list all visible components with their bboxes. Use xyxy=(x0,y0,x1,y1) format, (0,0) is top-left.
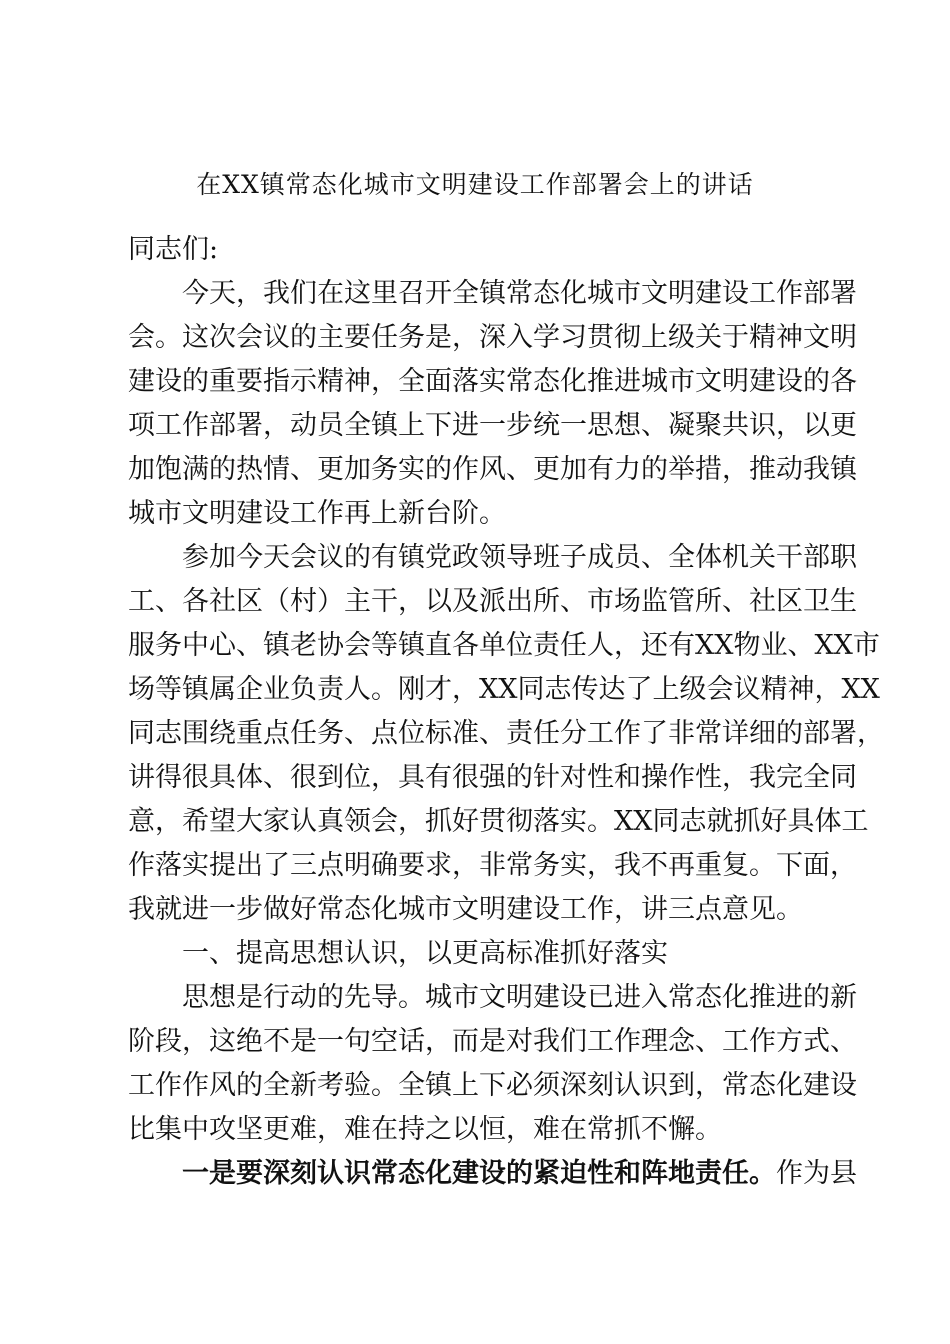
paragraph-line: 意，希望大家认真领会，抓好贯彻落实。XX同志就抓好具体工 xyxy=(128,806,869,837)
paragraph-line: 讲得很具体、很到位，具有很强的针对性和操作性，我完全同 xyxy=(128,762,857,793)
salutation: 同志们: xyxy=(128,234,219,265)
paragraph-line: 阶段，这绝不是一句空话，而是对我们工作理念、工作方式、 xyxy=(128,1026,857,1057)
paragraph-line: 建设的重要指示精神，全面落实常态化推进城市文明建设的各 xyxy=(128,366,857,397)
paragraph-continuation: 作为县 xyxy=(776,1158,857,1189)
paragraph-line: 会。这次会议的主要任务是，深入学习贯彻上级关于精神文明 xyxy=(128,322,857,353)
paragraph-line: 参加今天会议的有镇党政领导班子成员、全体机关干部职 xyxy=(182,542,857,573)
paragraph-line: 作落实提出了三点明确要求，非常务实，我不再重复。下面， xyxy=(128,850,857,881)
paragraph-line: 场等镇属企业负责人。刚才，XX同志传达了上级会议精神，XX xyxy=(128,674,880,705)
document-body xyxy=(128,228,884,1196)
paragraph-line: 思想是行动的先导。城市文明建设已进入常态化推进的新 xyxy=(182,982,857,1013)
paragraph-3 xyxy=(128,976,857,1152)
paragraph-2 xyxy=(128,536,884,932)
document-title: 在XX镇常态化城市文明建设工作部署会上的讲话 xyxy=(196,170,754,199)
bold-lead-text: 一是要深刻认识常态化建设的紧迫性和阵地责任。 xyxy=(182,1158,776,1189)
section-heading-text: 一、提高思想认识，以更高标准抓好落实 xyxy=(182,938,668,969)
paragraph-line: 城市文明建设工作再上新台阶。 xyxy=(128,498,506,529)
paragraph-line: 工、各社区（村）主干，以及派出所、市场监管所、社区卫生 xyxy=(128,586,857,617)
section-heading-1 xyxy=(128,932,832,976)
paragraph-line: 服务中心、镇老协会等镇直各单位责任人，还有XX物业、XX市 xyxy=(128,630,880,661)
paragraph-line: 我就进一步做好常态化城市文明建设工作，讲三点意见。 xyxy=(128,894,803,925)
paragraph-line: 同志围绕重点任务、点位标准、责任分工作了非常详细的部署， xyxy=(128,718,884,749)
paragraph-line: 今天，我们在这里召开全镇常态化城市文明建设工作部署 xyxy=(182,278,857,309)
paragraph-line: 比集中攻坚更难，难在持之以恒，难在常抓不懈。 xyxy=(128,1114,722,1145)
paragraph-1 xyxy=(128,272,857,536)
paragraph-line: 项工作部署，动员全镇上下进一步统一思想、凝聚共识，以更 xyxy=(128,410,857,441)
paragraph-line: 工作作风的全新考验。全镇上下必须深刻认识到，常态化建设 xyxy=(128,1070,857,1101)
paragraph-line: 加饱满的热情、更加务实的作风、更加有力的举措，推动我镇 xyxy=(128,454,857,485)
paragraph-4 xyxy=(128,1152,857,1196)
paragraph-line xyxy=(128,1152,857,1196)
